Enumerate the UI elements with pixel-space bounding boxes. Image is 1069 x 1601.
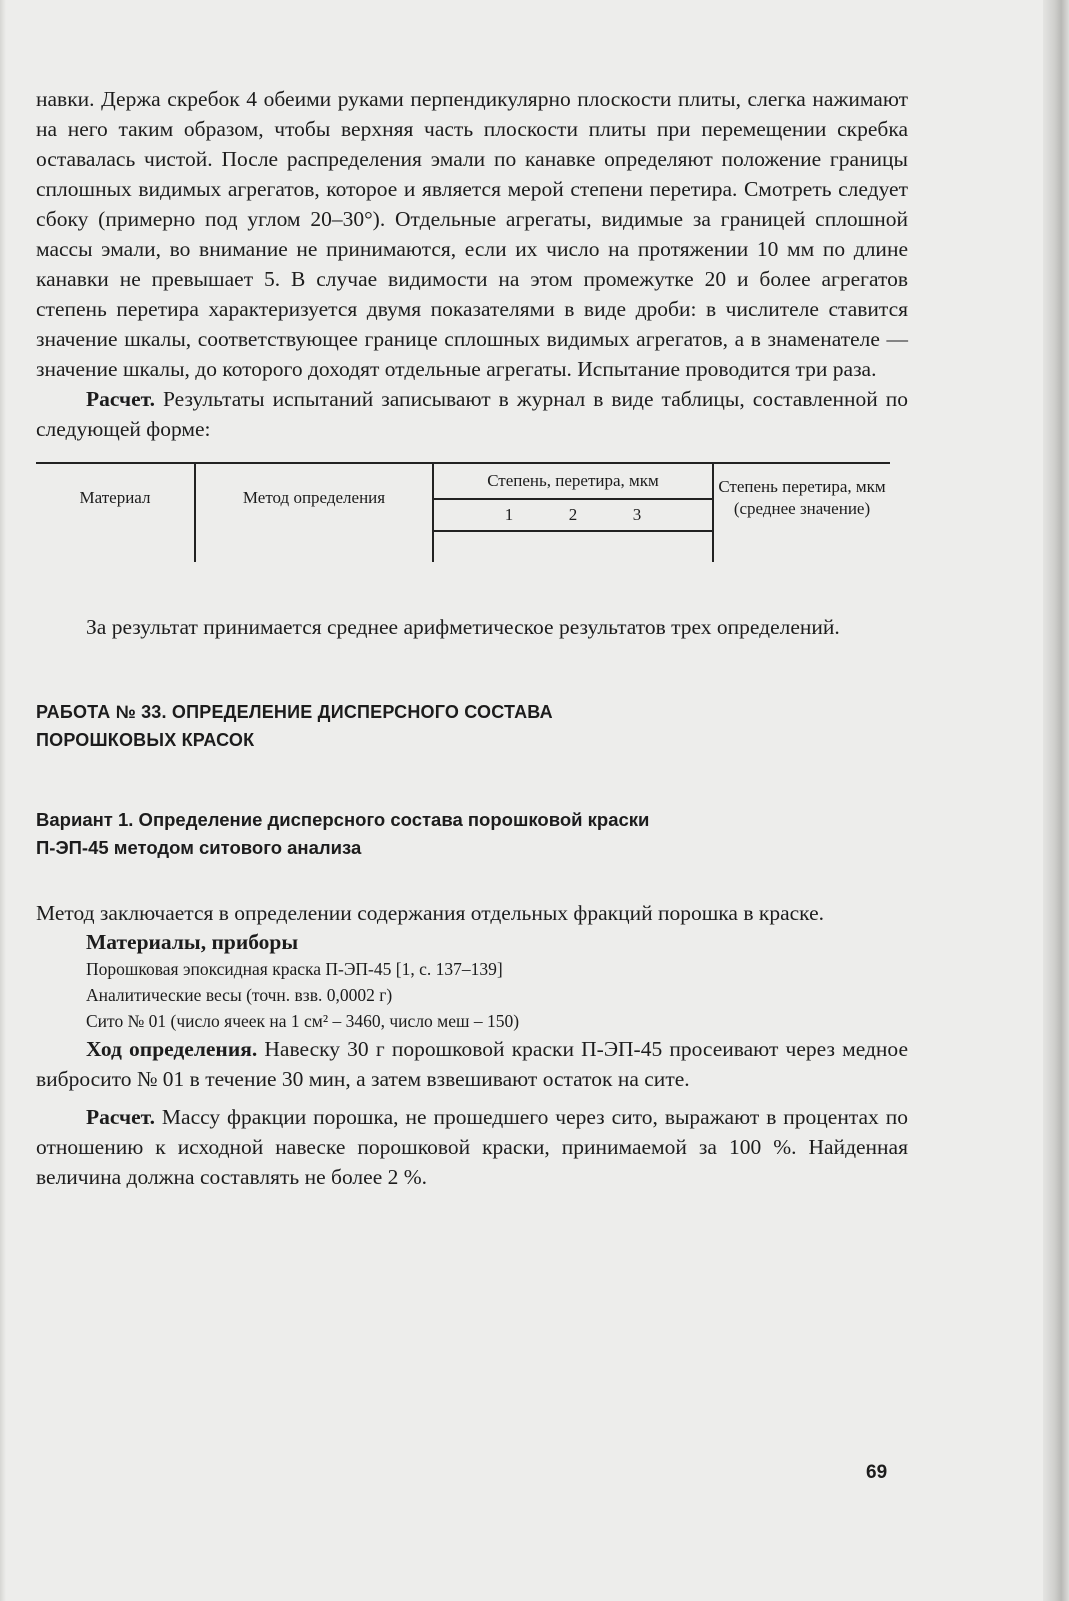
table-cell bbox=[195, 531, 433, 562]
page-number: 69 bbox=[866, 1462, 888, 1483]
list-item: Аналитические весы (точн. взв. 0,0002 г) bbox=[86, 985, 393, 1005]
calc-text-2: Массу фракции порошка, не прошедшего через сито, выражают в процентах по отношению к исходной навеске порошковой краски, принимаемой за 100 %. Найденная величина должна составлять не более 2 %. bbox=[36, 1105, 908, 1189]
col-degree-subcols bbox=[433, 499, 713, 531]
page-edge-shadow bbox=[1043, 0, 1069, 1601]
method-paragraph: Метод заключается в определении содержания отдельных фракций порошка в краске. bbox=[36, 901, 824, 925]
subcol-1: 1 bbox=[504, 505, 514, 524]
results-table bbox=[36, 462, 890, 562]
table-cell bbox=[36, 531, 195, 562]
calc-paragraph-1 bbox=[36, 384, 908, 444]
result-note: За результат принимается среднее арифметическое результатов трех определений. bbox=[86, 615, 840, 639]
list-item: Сито № 01 (число ячеек на 1 см² – 3460, число меш – 150) bbox=[86, 1011, 520, 1031]
variant-title bbox=[36, 806, 908, 862]
calc-text-1: Результаты испытаний записывают в журнал в виде таблицы, составленной по следующей форме: bbox=[36, 387, 908, 441]
list-item: Порошковая эпоксидная краска П-ЭП-45 [1, с. 137–139] bbox=[86, 959, 503, 979]
page-content bbox=[36, 84, 908, 1192]
col-material: Материал bbox=[36, 463, 195, 531]
materials-list bbox=[86, 956, 908, 1034]
subcol-3: 3 bbox=[632, 505, 642, 524]
col-degree: Степень, перетира, мкм bbox=[433, 463, 713, 499]
procedure-text: Навеску 30 г порошковой краски П-ЭП-45 просеивают через медное вибросито № 01 в течение 30 мин, а затем взвешивают остаток на сите. bbox=[36, 1037, 908, 1091]
table-cell bbox=[713, 531, 890, 562]
work-title-line1: РАБОТА № 33. ОПРЕДЕЛЕНИЕ ДИСПЕРСНОГО СОСТАВА bbox=[36, 702, 553, 722]
table-cell bbox=[433, 531, 713, 562]
subcol-2: 2 bbox=[568, 505, 578, 524]
col-method: Метод определения bbox=[195, 463, 433, 531]
calc-label-2: Расчет. bbox=[86, 1105, 155, 1129]
variant-title-line1: Вариант 1. Определение дисперсного состава порошковой краски bbox=[36, 809, 650, 830]
materials-heading: Материалы, приборы bbox=[86, 930, 299, 954]
calc-paragraph-2 bbox=[36, 1102, 908, 1192]
procedure-label: Ход определения. bbox=[86, 1037, 258, 1061]
paragraph-top: навки. Держа скребок 4 обеими руками перпендикулярно плоскости плиты, слегка нажимают на него таким образом, чтобы верхняя часть плоскости плиты при перемещении скребка оставалась чистой. После распределения эмали по канавке определяют положение границы сплошных видимых агрегатов, которое и является мерой степени перетира. Смотреть следует сбоку (примерно под углом 20–30°). Отдельные агрегаты, видимые за границей сплошной массы эмали, во внимание не принимаются, если их число на протяжении 10 мм по длине канавки не превышает 5. В случае видимости на этом промежутке 20 и более агрегатов степень перетира характеризуется двумя показателями в виде дроби: в числителе ставится значение шкалы, соответствующее границе сплошных видимых агрегатов, а в знаменателе — значение шкалы, до которого доходят отдельные агрегаты. Испытание проводится три раза. bbox=[36, 87, 908, 381]
variant-title-line2: П-ЭП-45 методом ситового анализа bbox=[36, 837, 362, 858]
work-title-line2: ПОРОШКОВЫХ КРАСОК bbox=[36, 730, 255, 750]
col-average: Степень перетира, мкм (среднее значение) bbox=[713, 463, 890, 531]
procedure-paragraph bbox=[36, 1034, 908, 1094]
work-title bbox=[36, 698, 908, 754]
calc-label-1: Расчет. bbox=[86, 387, 155, 411]
table-row bbox=[36, 531, 890, 562]
page-gutter-shadow bbox=[0, 0, 6, 1601]
